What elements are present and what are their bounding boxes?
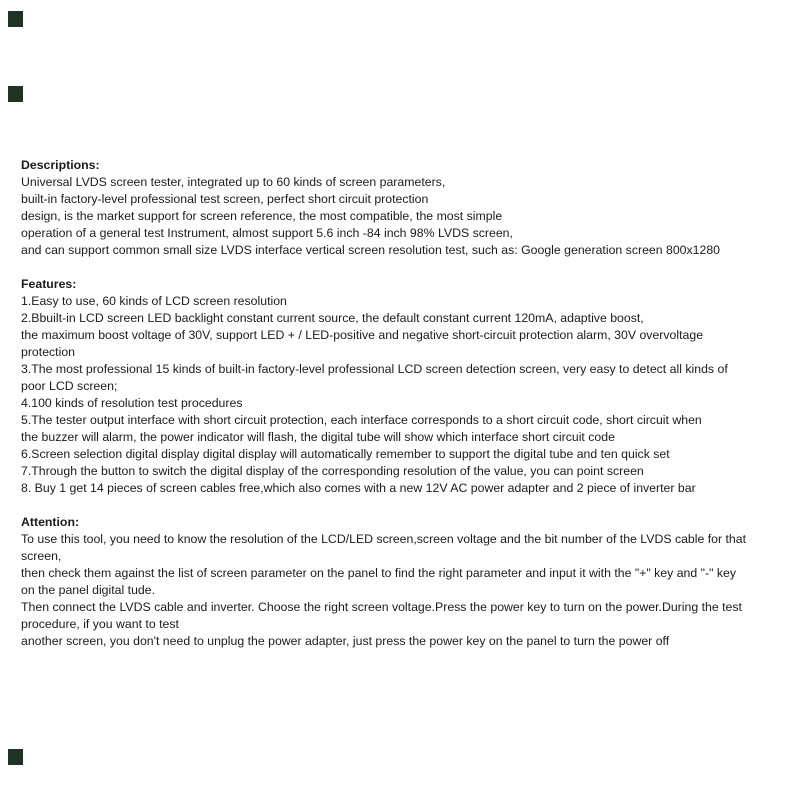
text-line: 6.Screen selection digital display digital display will automatically remember to support the digital tube and ten quick set	[21, 447, 670, 461]
text-line: 2.Bbuilt-in LCD screen LED backlight constant current source, the default constant current 120mA, adaptive boost,	[21, 311, 644, 325]
text-line: 3.The most professional 15 kinds of built-in factory-level professional LCD screen detection screen, very easy to detect all kinds of	[21, 362, 728, 376]
text-line: operation of a general test Instrument, almost support 5.6 inch -84 inch 98% LVDS screen,	[21, 226, 513, 240]
text-line: screen,	[21, 549, 62, 563]
text-line: 1.Easy to use, 60 kinds of LCD screen resolution	[21, 294, 287, 308]
text-line: To use this tool, you need to know the resolution of the LCD/LED screen,screen voltage and the bit number of the LVDS cable for that	[21, 532, 747, 546]
text-line: on the panel digital tude.	[21, 583, 156, 597]
text-line: design, is the market support for screen reference, the most compatible, the most simple	[21, 209, 503, 223]
jpeg-artifact-square	[8, 86, 23, 102]
jpeg-artifact-square	[8, 11, 23, 27]
text-line: 8. Buy 1 get 14 pieces of screen cables free,which also comes with a new 12V AC power adapter and 2 piece of inverter bar	[21, 481, 696, 495]
attention-section	[21, 514, 746, 650]
text-line: another screen, you don't need to unplug the power adapter, just press the power key on the panel to turn the power off	[21, 634, 670, 648]
jpeg-artifact-square	[8, 749, 23, 765]
attention-heading: Attention:	[21, 515, 80, 529]
text-line: procedure, if you want to test	[21, 617, 179, 631]
text-line: 4.100 kinds of resolution test procedures	[21, 396, 243, 410]
text-line: Then connect the LVDS cable and inverter. Choose the right screen voltage.Press the power key to turn on the power.During the test	[21, 600, 742, 614]
text-line: 5.The tester output interface with short circuit protection, each interface corresponds to a short circuit code, short circuit when	[21, 413, 702, 427]
descriptions-section	[21, 157, 746, 259]
descriptions-heading: Descriptions:	[21, 158, 100, 172]
text-line: poor LCD screen;	[21, 379, 118, 393]
features-section	[21, 276, 746, 497]
text-line: and can support common small size LVDS interface vertical screen resolution test, such as: Google generation screen 800x1280	[21, 243, 721, 257]
text-line: then check them against the list of screen parameter on the panel to find the right parameter and input it with the "+" key and "-" key	[21, 566, 737, 580]
text-line: protection	[21, 345, 76, 359]
features-heading: Features:	[21, 277, 77, 291]
description-text-block	[21, 157, 746, 650]
text-line: the buzzer will alarm, the power indicator will flash, the digital tube will show which interface short circuit code	[21, 430, 615, 444]
text-line: Universal LVDS screen tester, integrated up to 60 kinds of screen parameters,	[21, 175, 446, 189]
text-line: 7.Through the button to switch the digital display of the corresponding resolution of the value, you can point screen	[21, 464, 644, 478]
text-line: built-in factory-level professional test screen, perfect short circuit protection	[21, 192, 429, 206]
text-line: the maximum boost voltage of 30V, support LED + / LED-positive and negative short-circuit protection alarm, 30V overvoltage	[21, 328, 704, 342]
